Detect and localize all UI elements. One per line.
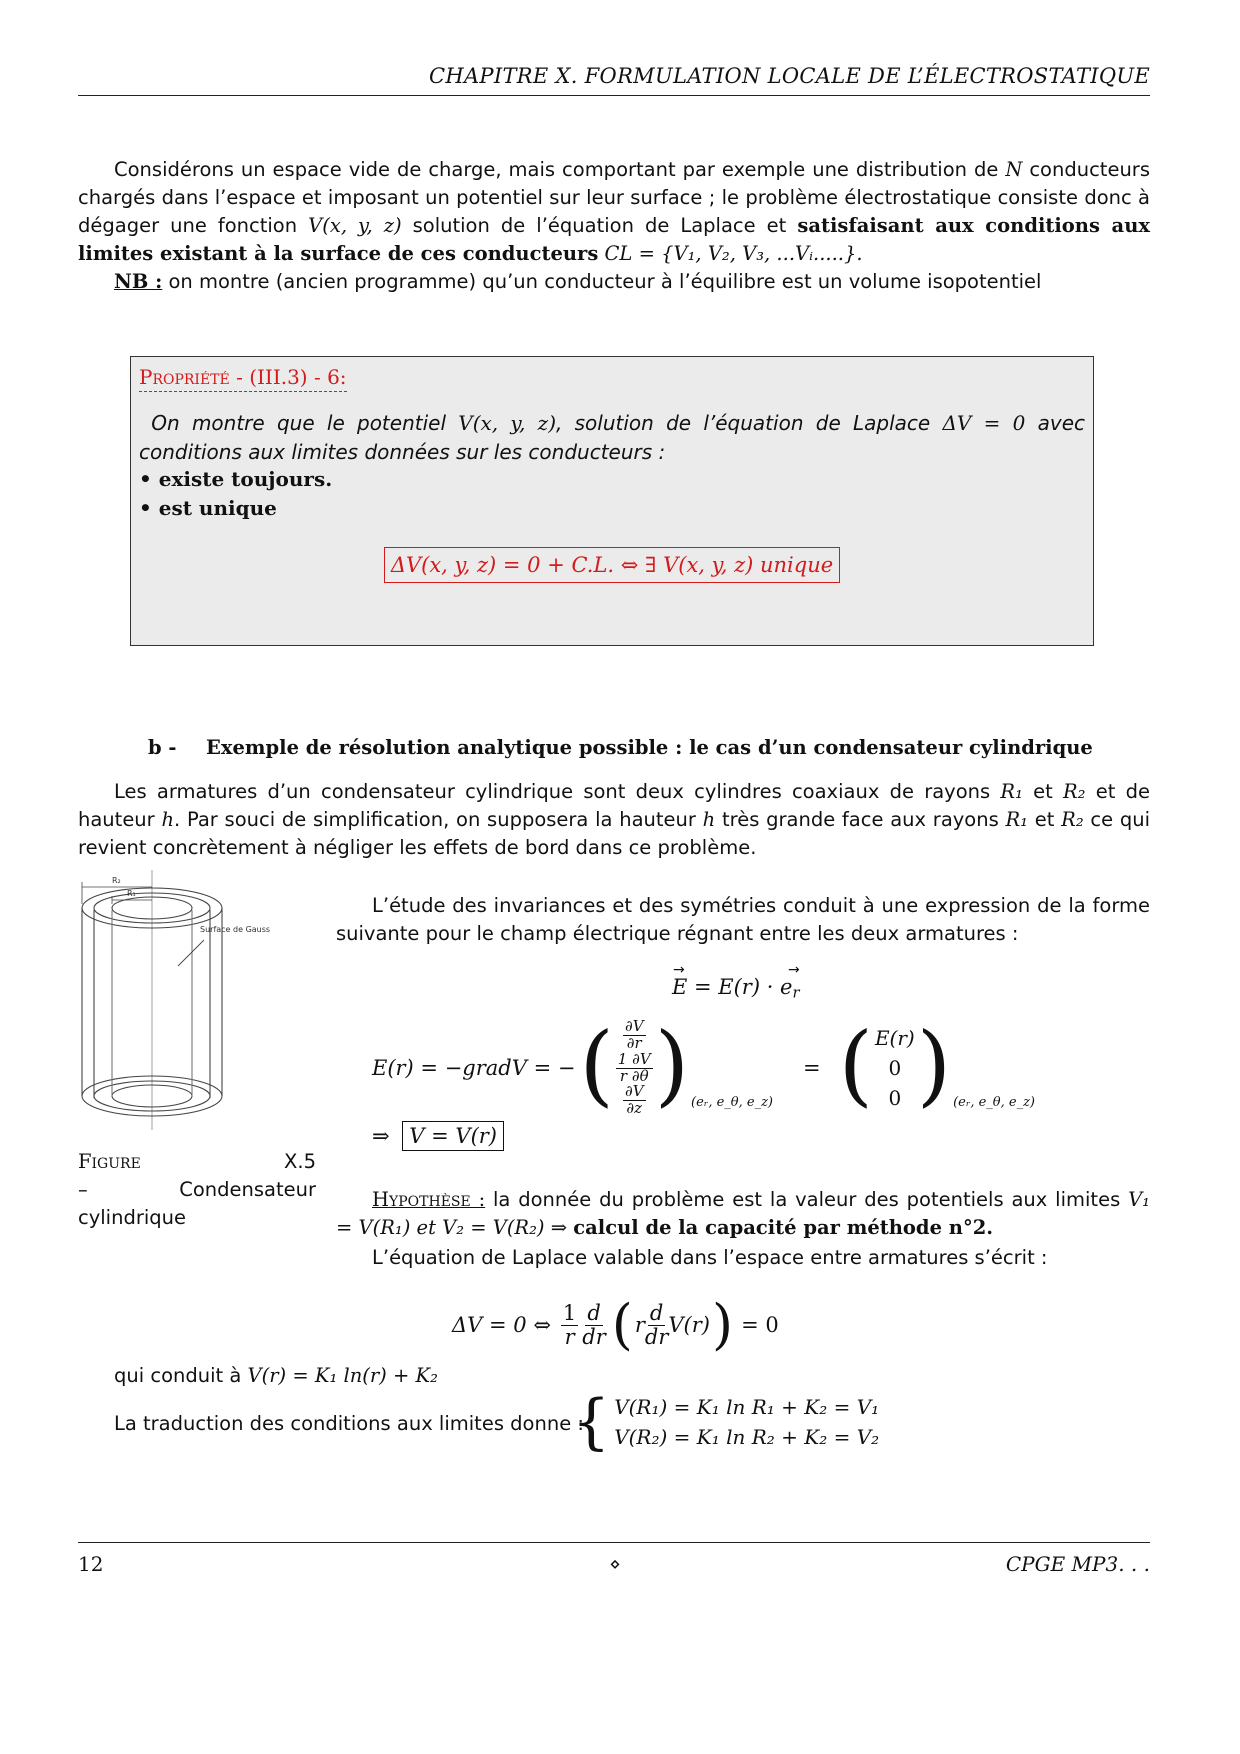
sec-text-c: et de hauteur	[78, 780, 1150, 831]
footer-course: CPGE MP3. . .	[1005, 1552, 1150, 1576]
boxed-v-of-r: V = V(r)	[402, 1121, 504, 1151]
sec-text-g: ce qui revient concrètement à négliger les effets de bord dans ce problème.	[78, 808, 1150, 859]
eq1-arrow-er: →	[788, 962, 800, 978]
property-laplace-eq: ΔV = 0	[942, 411, 1026, 435]
eq1-arrow-e: →	[673, 962, 685, 978]
laplace-intro: L’équation de Laplace valable dans l’espace entre armatures s’écrit :	[372, 1246, 1048, 1269]
section-paragraph	[78, 778, 1150, 862]
intro-bold-text: satisfaisant aux conditions aux limites existant à la surface de ces conducteurs	[78, 214, 1150, 265]
hypothesis-text: la donnée du problème est la valeur des potentiels aux limites	[485, 1188, 1129, 1211]
bc-text: La traduction des conditions aux limites donne :	[114, 1412, 584, 1435]
field-matrix	[875, 1023, 915, 1113]
laplace-inner: r	[634, 1313, 645, 1337]
matrix2-basis: (eᵣ, e_θ, e_z)	[953, 1095, 1036, 1110]
bc-brace: {	[572, 1387, 611, 1457]
sec-r1-2: R₁	[1005, 808, 1028, 831]
m1-row3: $\frac{\partial V}{\partial z}$	[624, 1082, 644, 1117]
laplace-v: V(r)	[668, 1313, 710, 1337]
property-text-c: avec conditions aux limites données sur les conducteurs :	[139, 411, 1086, 464]
hypothesis-equations: V₁ = V(R₁) et V₂ = V(R₂) ⇒	[336, 1188, 1150, 1239]
property-formula-row	[131, 553, 1093, 577]
property-statement	[139, 409, 1085, 467]
nb-label: NB :	[114, 270, 163, 293]
section-label: b -	[148, 736, 177, 759]
laplace-frac-1: $\frac{1}{r}$	[562, 1301, 577, 1349]
caption-number: X.5	[284, 1150, 316, 1173]
intro-text-c: solution de l’équation de Laplace et	[401, 214, 798, 237]
cylinder-figure	[72, 870, 322, 1140]
m1-row1: $\frac{\partial V}{\partial r}$	[624, 1017, 644, 1052]
sec-h: h	[161, 808, 174, 831]
bullet-2-text: est unique	[158, 496, 277, 520]
figure-label-r1: R₁	[127, 889, 136, 898]
figure-label-r2: R₂	[112, 876, 121, 885]
figure-label-gauss: Surface de Gauss	[200, 925, 271, 934]
section-title: Exemple de résolution analytique possible : le cas d’un condensateur cylindrique	[206, 736, 1093, 759]
gradient-matrix	[616, 1019, 653, 1117]
intro-potential: V(x, y, z)	[308, 214, 402, 237]
field-equation-2	[372, 1013, 1036, 1118]
sec-r1: R₁	[1000, 780, 1023, 803]
intro-paragraph	[78, 156, 1150, 268]
property-bullet-1: • existe toujours.	[139, 467, 333, 491]
footer-diamond: ⋄	[609, 1554, 621, 1575]
sec-text-e: très grande face aux rayons	[715, 808, 1006, 831]
sec-text-f: et	[1028, 808, 1062, 831]
bullet-1-text: existe toujours.	[158, 467, 333, 491]
solution-text: qui conduit à	[114, 1364, 248, 1387]
nb-line	[114, 268, 1041, 296]
laplace-close-paren: )	[711, 1293, 734, 1356]
m2-row1: E(r)	[874, 1026, 915, 1050]
sec-text-b: et	[1022, 780, 1063, 803]
property-potential: V(x, y, z)	[458, 411, 557, 435]
laplace-equation	[452, 1290, 779, 1360]
header-rule	[78, 95, 1150, 96]
hypothesis-paragraph	[336, 1186, 1150, 1242]
caption-text: – Condensateur cylindrique	[78, 1178, 316, 1229]
matrix1-close-paren: )	[654, 1013, 690, 1116]
nb-text: on montre (ancien programme) qu’un conducteur à l’équilibre est un volume isopotentiel	[162, 270, 1042, 293]
bc-system	[572, 1387, 880, 1457]
caption-figure-word: Figure	[78, 1150, 141, 1173]
solution-line	[114, 1362, 438, 1390]
field-paragraph: L’étude des invariances et des symétries conduit à une expression de la forme suivante pour le champ électrique régnant entre les deux armatures :	[336, 894, 1150, 945]
sec-text-a: Les armatures d’un condensateur cylindrique sont deux cylindres coaxiaux de rayons	[114, 780, 1001, 803]
implies-row	[372, 1124, 504, 1148]
eq2-lhs: E(r) = −gradV = −	[372, 1056, 576, 1080]
bc-equations	[614, 1392, 879, 1452]
property-boxed-formula: ΔV(x, y, z) = 0 + C.L. ⇔ ∃ V(x, y, z) unique	[384, 547, 840, 583]
intro-symbol-n: N	[1005, 158, 1023, 181]
field-equation-1: $E = E(r) \cdot e_r$	[672, 975, 800, 1002]
intro-text-b: conducteurs chargés dans l’espace et imposant un potentiel sur leur surface ; le problème électrostatique consiste donc à dégager une fonction	[78, 158, 1150, 237]
laplace-frac-d2: $\frac{d}{dr}$	[644, 1301, 669, 1349]
laplace-lhs: ΔV = 0 ⇔	[452, 1313, 551, 1337]
bc-eq-2: V(R₂) = K₁ ln R₂ + K₂ = V₂	[614, 1425, 880, 1449]
property-title: Propriété - (III.3) - 6:	[139, 365, 347, 392]
hypothesis-label: Hypothèse :	[372, 1188, 486, 1211]
implies-symbol: ⇒	[372, 1124, 390, 1148]
solution-formula: V(r) = K₁ ln(r) + K₂	[247, 1364, 438, 1387]
property-box	[130, 356, 1094, 646]
bc-eq-1: V(R₁) = K₁ ln R₁ + K₂ = V₁	[614, 1395, 880, 1419]
footer-rule	[78, 1542, 1150, 1543]
sec-r2-2: R₂	[1061, 808, 1084, 831]
intro-text-a: Considérons un espace vide de charge, mais comportant par exemple une distribution de	[114, 158, 1006, 181]
sec-r2: R₂	[1063, 780, 1086, 803]
matrix2-open-paren: (	[838, 1013, 873, 1116]
intro-cl-set: CL = {V₁, V₂, V₃, ...Vᵢ.....}.	[604, 242, 863, 265]
laplace-rhs: = 0	[741, 1313, 779, 1337]
matrix2-close-paren: )	[916, 1013, 952, 1116]
laplace-open-paren: (	[611, 1293, 633, 1356]
sec-h-2: h	[702, 808, 716, 831]
m1-row2: $\frac{1 \partial V}{r \partial\theta}$	[617, 1049, 651, 1085]
m2-row2: 0	[888, 1056, 902, 1080]
laplace-frac-d: $\frac{d}{dr}$	[582, 1301, 606, 1349]
property-text-a: On montre que le potentiel	[151, 411, 459, 435]
eq1-text: E = E(r) · e	[672, 975, 793, 999]
matrix1-basis: (eᵣ, e_θ, e_z)	[691, 1095, 773, 1110]
m2-row3: 0	[888, 1086, 902, 1110]
property-text-b: , solution de l’équation de Laplace	[556, 411, 943, 435]
matrix-equals: =	[803, 1056, 821, 1080]
hypothesis-bold: calcul de la capacité par méthode n°2.	[573, 1216, 994, 1239]
page-number: 12	[78, 1552, 104, 1576]
running-header: CHAPITRE X. FORMULATION LOCALE DE L’ÉLECTROSTATIQUE	[428, 64, 1150, 88]
matrix1-open-paren: (	[579, 1013, 614, 1116]
property-bullet-2: • est unique	[139, 496, 277, 520]
figure-caption	[78, 1148, 316, 1232]
sec-text-d: . Par souci de simplification, on supposera la hauteur	[174, 808, 703, 831]
